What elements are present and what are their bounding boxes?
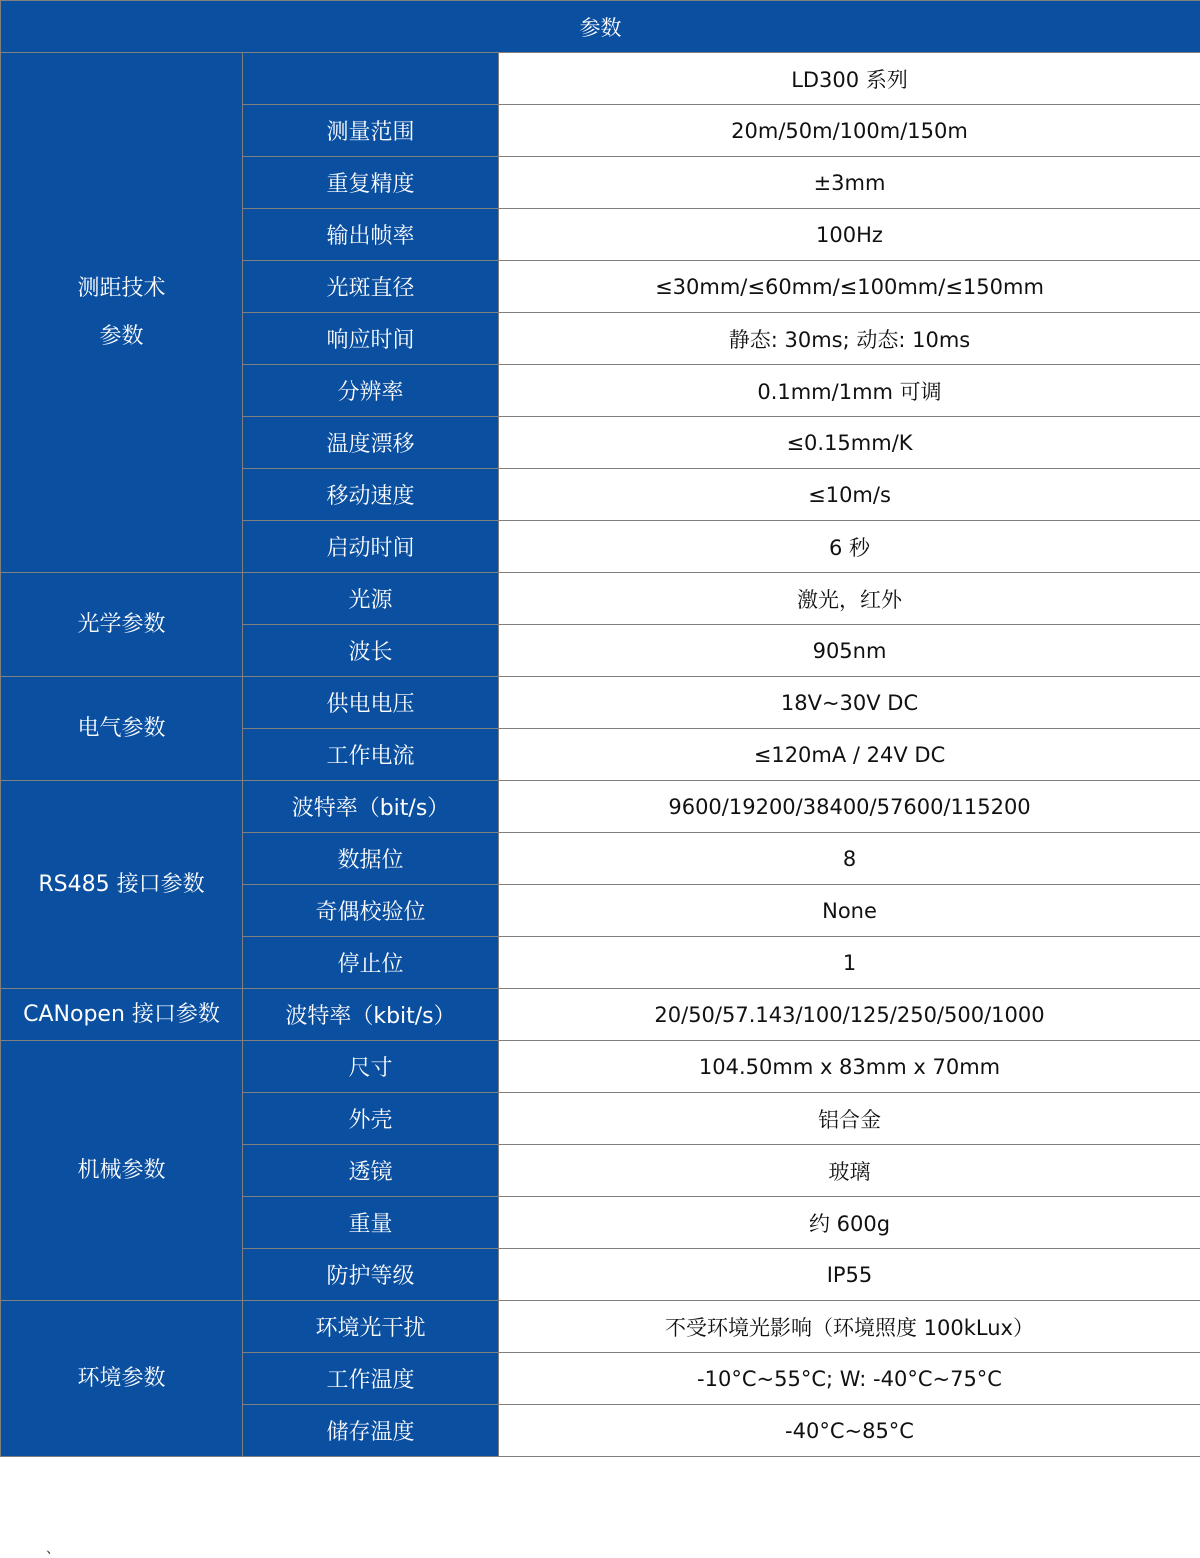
- footer-mark: 、: [46, 1538, 60, 1558]
- model-row: [1, 53, 1200, 105]
- param-name: 移动速度: [243, 469, 499, 521]
- param-name: 测量范围: [243, 105, 499, 157]
- group-label: 电气参数: [1, 677, 243, 781]
- param-name: 重量: [243, 1197, 499, 1249]
- table-row: [1, 677, 1200, 729]
- param-name: 数据位: [243, 833, 499, 885]
- param-name: 透镜: [243, 1145, 499, 1197]
- group-label: 光学参数: [1, 573, 243, 677]
- param-value: 玻璃: [499, 1145, 1200, 1197]
- param-value: 18V~30V DC: [499, 677, 1200, 729]
- param-name: 尺寸: [243, 1041, 499, 1093]
- param-value: ≤10m/s: [499, 469, 1200, 521]
- param-value: 8: [499, 833, 1200, 885]
- param-value: 905nm: [499, 625, 1200, 677]
- param-name: 储存温度: [243, 1405, 499, 1457]
- param-name: 工作温度: [243, 1353, 499, 1405]
- param-name: 光斑直径: [243, 261, 499, 313]
- param-value: 9600/19200/38400/57600/115200: [499, 781, 1200, 833]
- param-value: 铝合金: [499, 1093, 1200, 1145]
- param-name: 停止位: [243, 937, 499, 989]
- param-value: ±3mm: [499, 157, 1200, 209]
- param-name: 温度漂移: [243, 417, 499, 469]
- param-value: 1: [499, 937, 1200, 989]
- param-value: 静态: 30ms; 动态: 10ms: [499, 313, 1200, 365]
- param-value: 6 秒: [499, 521, 1200, 573]
- spec-table-body: [1, 1, 1200, 1457]
- table-row: [1, 781, 1200, 833]
- param-name: 奇偶校验位: [243, 885, 499, 937]
- group-label: CANopen 接口参数: [1, 989, 243, 1041]
- param-name: 工作电流: [243, 729, 499, 781]
- param-name: 光源: [243, 573, 499, 625]
- table-title: 参数: [1, 1, 1200, 53]
- param-name: 输出帧率: [243, 209, 499, 261]
- param-value: 20/50/57.143/100/125/250/500/1000: [499, 989, 1200, 1041]
- param-value: ≤30mm/≤60mm/≤100mm/≤150mm: [499, 261, 1200, 313]
- param-value: 104.50mm x 83mm x 70mm: [499, 1041, 1200, 1093]
- group-label: 测距技术 参数: [1, 53, 243, 573]
- param-value: 0.1mm/1mm 可调: [499, 365, 1200, 417]
- group-label: RS485 接口参数: [1, 781, 243, 989]
- param-value: 激光，红外: [499, 573, 1200, 625]
- model-value: LD300 系列: [499, 53, 1200, 105]
- param-value: 20m/50m/100m/150m: [499, 105, 1200, 157]
- param-value: ≤0.15mm/K: [499, 417, 1200, 469]
- param-value: IP55: [499, 1249, 1200, 1301]
- param-name: 响应时间: [243, 313, 499, 365]
- table-row: [1, 989, 1200, 1041]
- table-row: [1, 1301, 1200, 1353]
- param-value: None: [499, 885, 1200, 937]
- param-name: 波长: [243, 625, 499, 677]
- param-value: 约 600g: [499, 1197, 1200, 1249]
- param-name: 防护等级: [243, 1249, 499, 1301]
- param-value: -10°C~55°C; W: -40°C~75°C: [499, 1353, 1200, 1405]
- param-value: ≤120mA / 24V DC: [499, 729, 1200, 781]
- param-name: 分辨率: [243, 365, 499, 417]
- param-value: -40°C~85°C: [499, 1405, 1200, 1457]
- model-label: [243, 53, 499, 105]
- param-name: 波特率（bit/s）: [243, 781, 499, 833]
- group-label: 环境参数: [1, 1301, 243, 1457]
- param-name: 启动时间: [243, 521, 499, 573]
- param-value: 100Hz: [499, 209, 1200, 261]
- param-name: 环境光干扰: [243, 1301, 499, 1353]
- param-value: 不受环境光影响（环境照度 100kLux）: [499, 1301, 1200, 1353]
- param-name: 供电电压: [243, 677, 499, 729]
- param-name: 波特率（kbit/s）: [243, 989, 499, 1041]
- param-name: 外壳: [243, 1093, 499, 1145]
- group-label: 机械参数: [1, 1041, 243, 1301]
- table-row: [1, 1041, 1200, 1093]
- param-name: 重复精度: [243, 157, 499, 209]
- header-row: [1, 1, 1200, 53]
- table-row: [1, 573, 1200, 625]
